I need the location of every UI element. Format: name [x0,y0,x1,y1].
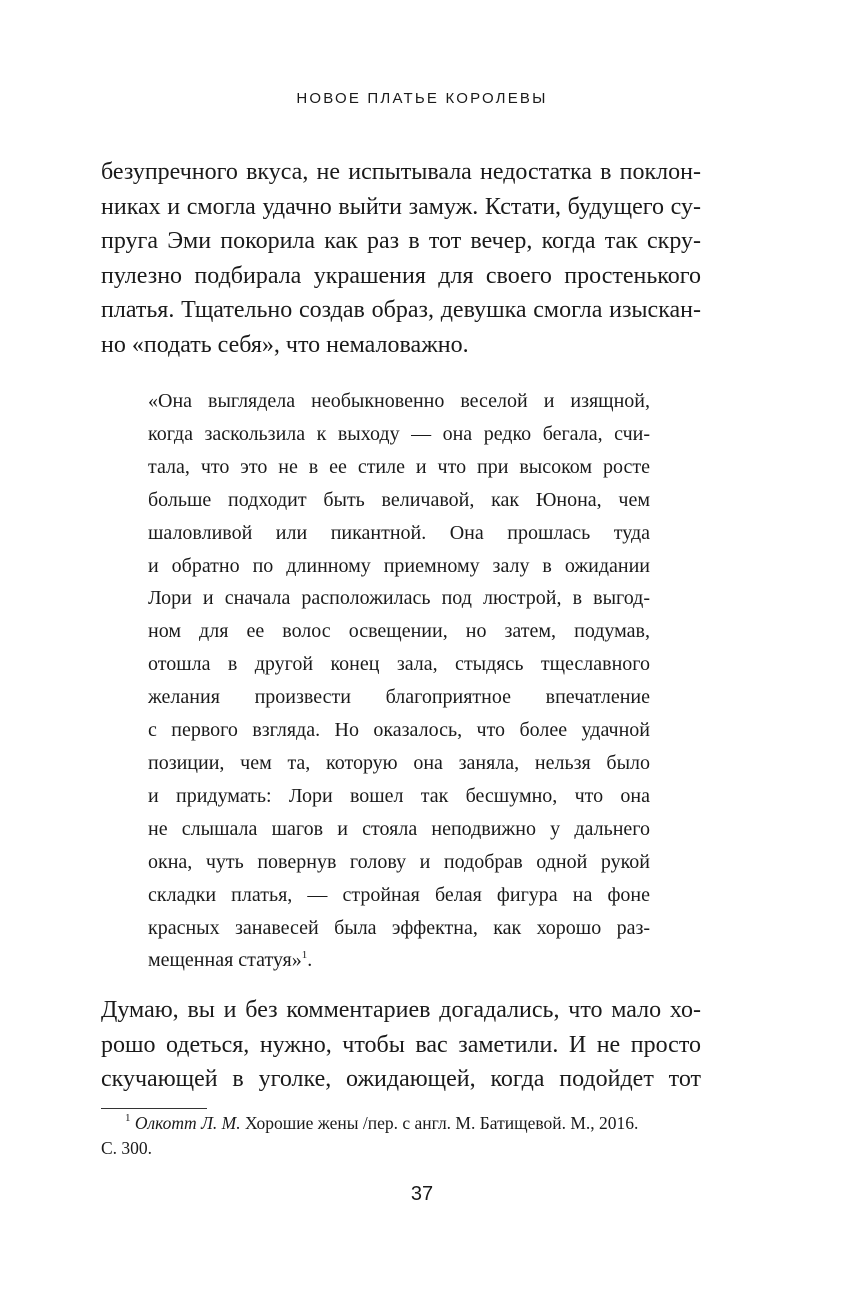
paragraph-1 [101,155,701,362]
paragraph-line: пулезно подбирала украшения для своего простенького [101,262,701,289]
quote-line: не слышала шагов и стояла неподвижно у дальнего [148,817,650,840]
quote-line: тала, что это не в ее стиле и что при высоком росте [148,455,650,478]
quote-line: когда заскользила к выходу — она редко бегала, счи- [148,422,650,445]
paragraph-line: рошо одеться, нужно, чтобы вас заметили. И не просто [101,1031,701,1058]
quote-line: окна, чуть повернув голову и подобрав одной рукой [148,850,650,873]
quote-line: ном для ее волос освещении, но затем, подумав, [148,620,650,643]
paragraph-line: скучающей в уголке, ожидающей, когда подойдет тот [101,1066,701,1092]
quote-line: позиции, чем та, которую она заняла, нельзя было [148,751,650,774]
page-number: 37 [410,1183,434,1205]
quote-line: больше подходит быть величавой, как Юнона, чем [148,488,650,511]
quote-line: желания произвести благоприятное впечатление [148,686,650,709]
quote-line: шаловливой или пикантной. Она прошлась туда [148,521,650,544]
paragraph-line: но «подать себя», что немаловажно. [101,331,469,358]
quote-line: красных занавесей была эффектна, как хорошо раз- [148,916,650,939]
quote-line: и придумать: Лори вошел так бесшумно, что она [148,784,650,807]
footnote [101,1111,701,1161]
paragraph-line: Думаю, вы и без комментариев догадались, что мало хо- [101,997,701,1023]
quote-line: с первого взгляда. Но оказалось, что более удачной [148,719,650,742]
footnote-line-2: С. 300. [101,1138,153,1158]
quote-line: Лори и сначала расположилась под люстрой, в выгод- [148,587,650,610]
footnote-author: Олкотт Л. М. [134,1113,241,1133]
quote-line: отошла в другой конец зала, стыдясь тщеславного [148,653,650,676]
footnote-line-1 [101,1111,701,1136]
paragraph-2 [101,993,701,1097]
quote-last-line [148,944,650,977]
paragraph-line: безупречного вкуса, не испытывала недостатка в поклон- [101,159,701,185]
quote-line: «Она выглядела необыкновенно веселой и изящной, [148,390,650,412]
block-quote [148,385,650,977]
running-head: НОВОЕ ПЛАТЬЕ КОРОЛЕВЫ [296,90,548,107]
footnote-reference[interactable]: 1 [301,949,308,962]
quote-line-text: мещенная статуя» [148,949,302,972]
paragraph-line: платья. Тщательно создав образ, девушка смогла изыскан- [101,297,701,323]
quote-line: складки платья, — стройная белая фигура на фоне [148,883,650,906]
quote-end-period: . [307,949,313,972]
footnote-source: Хорошие жены /пер. с англ. М. Батищевой. М., 2016. [240,1113,639,1133]
paragraph-line: никах и смогла удачно выйти замуж. Кстати, будущего су- [101,193,701,220]
paragraph-line: пруга Эми покорила как раз в тот вечер, когда так скру- [101,228,701,254]
footnote-divider [101,1108,207,1109]
footnote-marker: 1 [125,1112,131,1124]
quote-line: и обратно по длинному приемному залу в ожидании [148,554,650,577]
